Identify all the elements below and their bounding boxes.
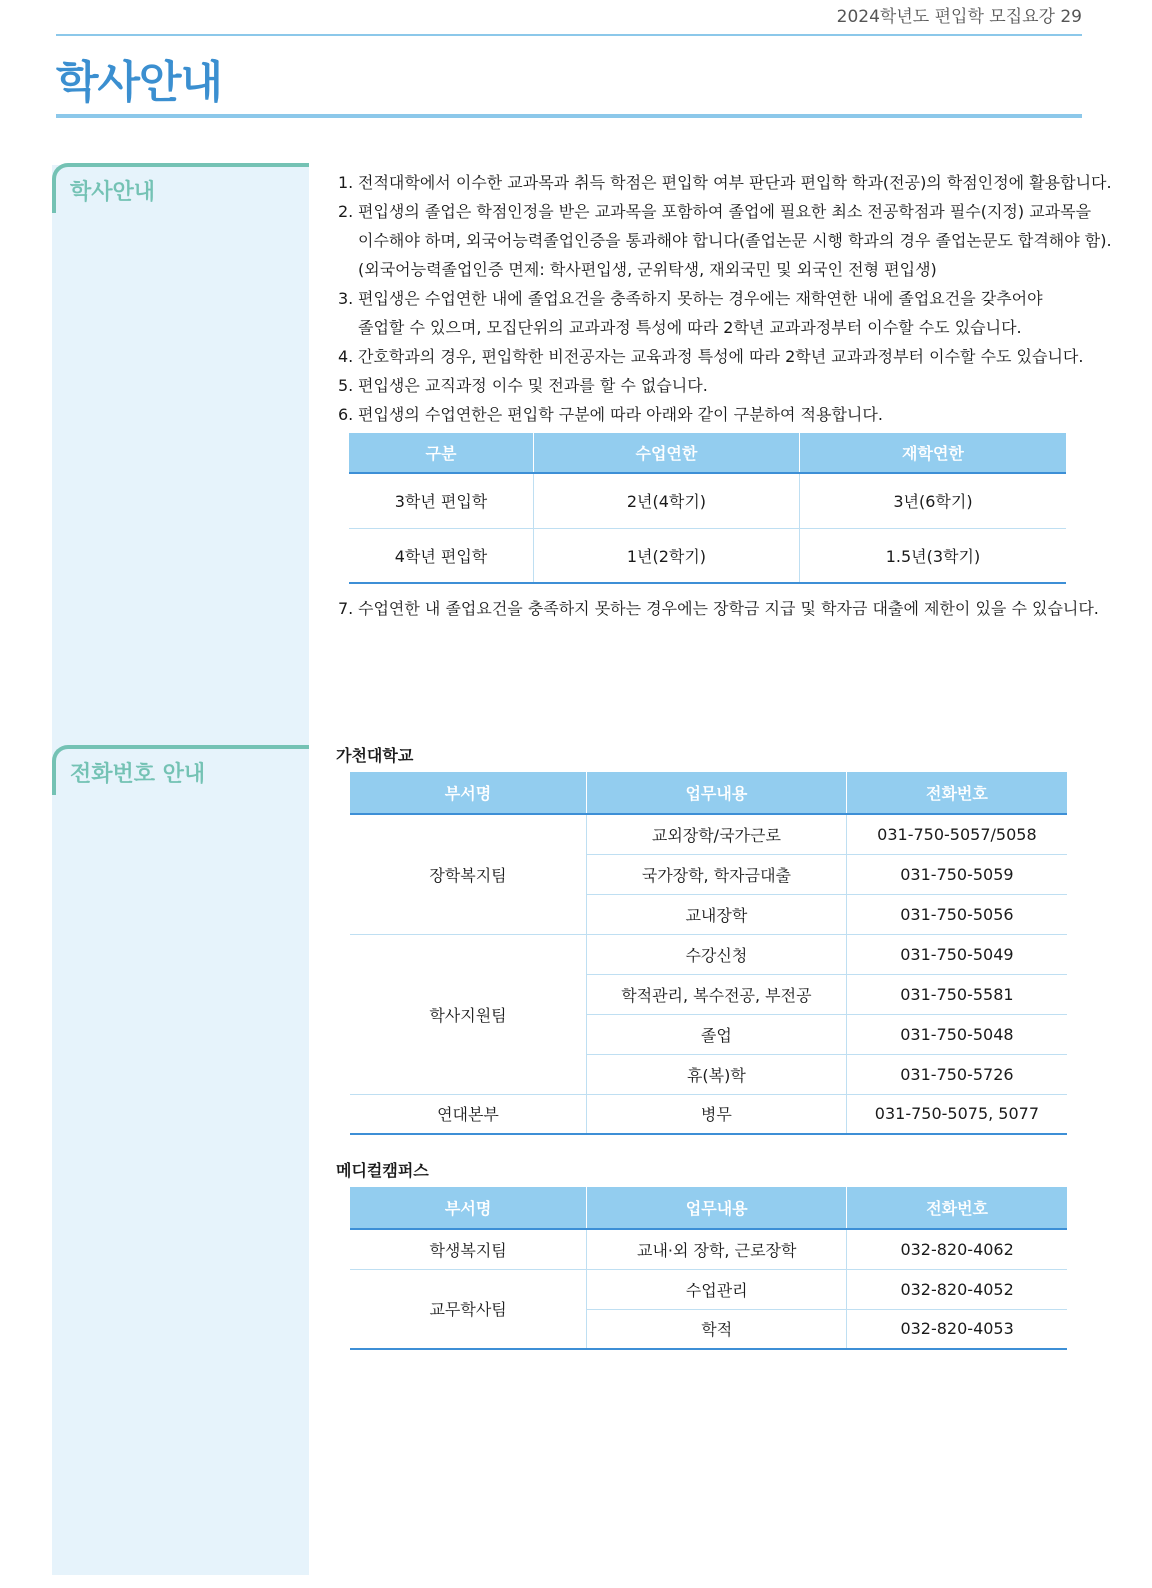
table-cell: 병무: [586, 1094, 846, 1134]
table-cell: 2년(4학기): [533, 473, 799, 528]
item-number: 3.: [338, 289, 354, 308]
table-header-cell: 수업연한: [533, 433, 799, 473]
table-header-row: [349, 433, 1066, 473]
list-item: [338, 168, 1112, 197]
table-cell: 휴(복)학: [586, 1054, 846, 1094]
item-text-continued: 이수해야 하며, 외국어능력졸업인증을 통과해야 합니다(졸업논문 시행 학과의 경우 졸업논문도 합격해야 함).: [358, 231, 1112, 250]
item-text: 전적대학에서 이수한 교과목과 취득 학점은 편입학 여부 판단과 편입학 학과(전공)의 학점인정에 활용합니다.: [358, 173, 1112, 192]
sidebar-section-academic: [52, 163, 309, 213]
table-header-cell: 업무내용: [587, 1187, 847, 1229]
table-header-cell: 구분: [349, 433, 533, 473]
table-row: [350, 814, 1067, 854]
table-cell: 수강신청: [586, 934, 846, 974]
header-divider: [56, 34, 1082, 36]
table-cell: 연대본부: [350, 1094, 586, 1134]
list-item: [338, 342, 1084, 371]
table-cell: 학사지원팀: [350, 934, 586, 1094]
table-cell: 031-750-5057/5058: [846, 814, 1067, 854]
table-header-cell: 전화번호: [846, 772, 1067, 814]
table-cell: 1년(2학기): [533, 528, 799, 583]
table-row: [349, 473, 1066, 528]
table-cell: 031-750-5048: [846, 1014, 1067, 1054]
table-cell: 학적: [587, 1309, 847, 1349]
table-row: [350, 1269, 1067, 1309]
table-cell: 1.5년(3학기): [799, 528, 1066, 583]
table-cell: 교외장학/국가근로: [586, 814, 846, 854]
table-cell: 031-750-5075, 5077: [846, 1094, 1067, 1134]
contacts-gachon-title: 가천대학교: [336, 746, 414, 765]
table-cell: 졸업: [586, 1014, 846, 1054]
list-item: [338, 594, 1099, 623]
table-header-cell: 전화번호: [847, 1187, 1067, 1229]
item-text: 편입생은 교직과정 이수 및 전과를 할 수 없습니다.: [358, 376, 708, 395]
table-cell: 교내·외 장학, 근로장학: [587, 1229, 847, 1269]
item-text: 수업연한 내 졸업요건을 충족하지 못하는 경우에는 장학금 지급 및 학자금 대출에 제한이 있을 수 있습니다.: [358, 599, 1099, 618]
item-text: 간호학과의 경우, 편입학한 비전공자는 교육과정 특성에 따라 2학년 교과과정부터 이수할 수도 있습니다.: [358, 347, 1084, 366]
item-number: 4.: [338, 347, 354, 366]
table-header-cell: 업무내용: [586, 772, 846, 814]
duration-table: [349, 433, 1066, 584]
contacts-medical-table: [350, 1187, 1067, 1350]
table-cell: 032-820-4062: [847, 1229, 1067, 1269]
table-cell: 3학년 편입학: [349, 473, 533, 528]
item-text-continued: (외국어능력졸업인증 면제: 학사편입생, 군위탁생, 재외국민 및 외국인 전형 편입생): [358, 260, 937, 279]
item-number: 2.: [338, 202, 354, 221]
table-cell: 031-750-5059: [846, 854, 1067, 894]
table-cell: 국가장학, 학자금대출: [586, 854, 846, 894]
table-cell: 4학년 편입학: [349, 528, 533, 583]
table-row: [350, 1229, 1067, 1269]
table-header-cell: 부서명: [350, 1187, 587, 1229]
table-row: [350, 1094, 1067, 1134]
list-item: [338, 371, 1078, 400]
table-cell: 장학복지팀: [350, 814, 586, 934]
item-number: 7.: [338, 599, 354, 618]
table-header-row: [350, 772, 1067, 814]
sidebar-section-phone: [52, 745, 309, 795]
item-text-continued: 졸업할 수 있으며, 모집단위의 교과과정 특성에 따라 2학년 교과과정부터 이수할 수도 있습니다.: [358, 318, 1022, 337]
contacts-gachon-table: [350, 772, 1067, 1135]
item-text: 편입생은 수업연한 내에 졸업요건을 충족하지 못하는 경우에는 재학연한 내에 졸업요건을 갖추어야: [358, 289, 1043, 308]
table-cell: 교내장학: [586, 894, 846, 934]
table-header-row: [350, 1187, 1067, 1229]
list-item: [338, 197, 1092, 226]
page-title: 학사안내: [56, 57, 223, 108]
item-number: 6.: [338, 405, 354, 424]
academic-info-list: [338, 168, 1112, 429]
item-text: 편입생의 졸업은 학점인정을 받은 교과목을 포함하여 졸업에 필요한 최소 전공학점과 필수(지정) 교과목을: [358, 202, 1092, 221]
table-cell: 031-750-5726: [846, 1054, 1067, 1094]
table-cell: 학적관리, 복수전공, 부전공: [586, 974, 846, 1014]
table-row: [349, 528, 1066, 583]
sidebar-panel: [52, 165, 309, 1575]
item-text: 편입생의 수업연한은 편입학 구분에 따라 아래와 같이 구분하여 적용합니다.: [358, 405, 883, 424]
title-divider: [56, 114, 1082, 118]
table-cell: 수업관리: [587, 1269, 847, 1309]
sidebar-section-phone-label: 전화번호 안내: [70, 762, 206, 787]
list-item: [338, 284, 1078, 313]
item-number: 5.: [338, 376, 354, 395]
sidebar-section-academic-label: 학사안내: [70, 180, 156, 205]
table-header-cell: 재학연한: [799, 433, 1066, 473]
table-cell: 학생복지팀: [350, 1229, 587, 1269]
table-cell: 교무학사팀: [350, 1269, 587, 1349]
list-item: [338, 400, 1078, 429]
table-row: [350, 934, 1067, 974]
contacts-medical-title: 메디컬캠퍼스: [336, 1161, 429, 1180]
table-header-cell: 부서명: [350, 772, 586, 814]
academic-info-list-continued: [338, 594, 1099, 623]
item-number: 1.: [338, 173, 354, 192]
table-cell: 031-750-5049: [846, 934, 1067, 974]
table-cell: 031-750-5056: [846, 894, 1067, 934]
table-cell: 032-820-4053: [847, 1309, 1067, 1349]
table-cell: 3년(6학기): [799, 473, 1066, 528]
running-header: 2024학년도 편입학 모집요강 29: [836, 7, 1082, 27]
table-cell: 031-750-5581: [846, 974, 1067, 1014]
table-cell: 032-820-4052: [847, 1269, 1067, 1309]
